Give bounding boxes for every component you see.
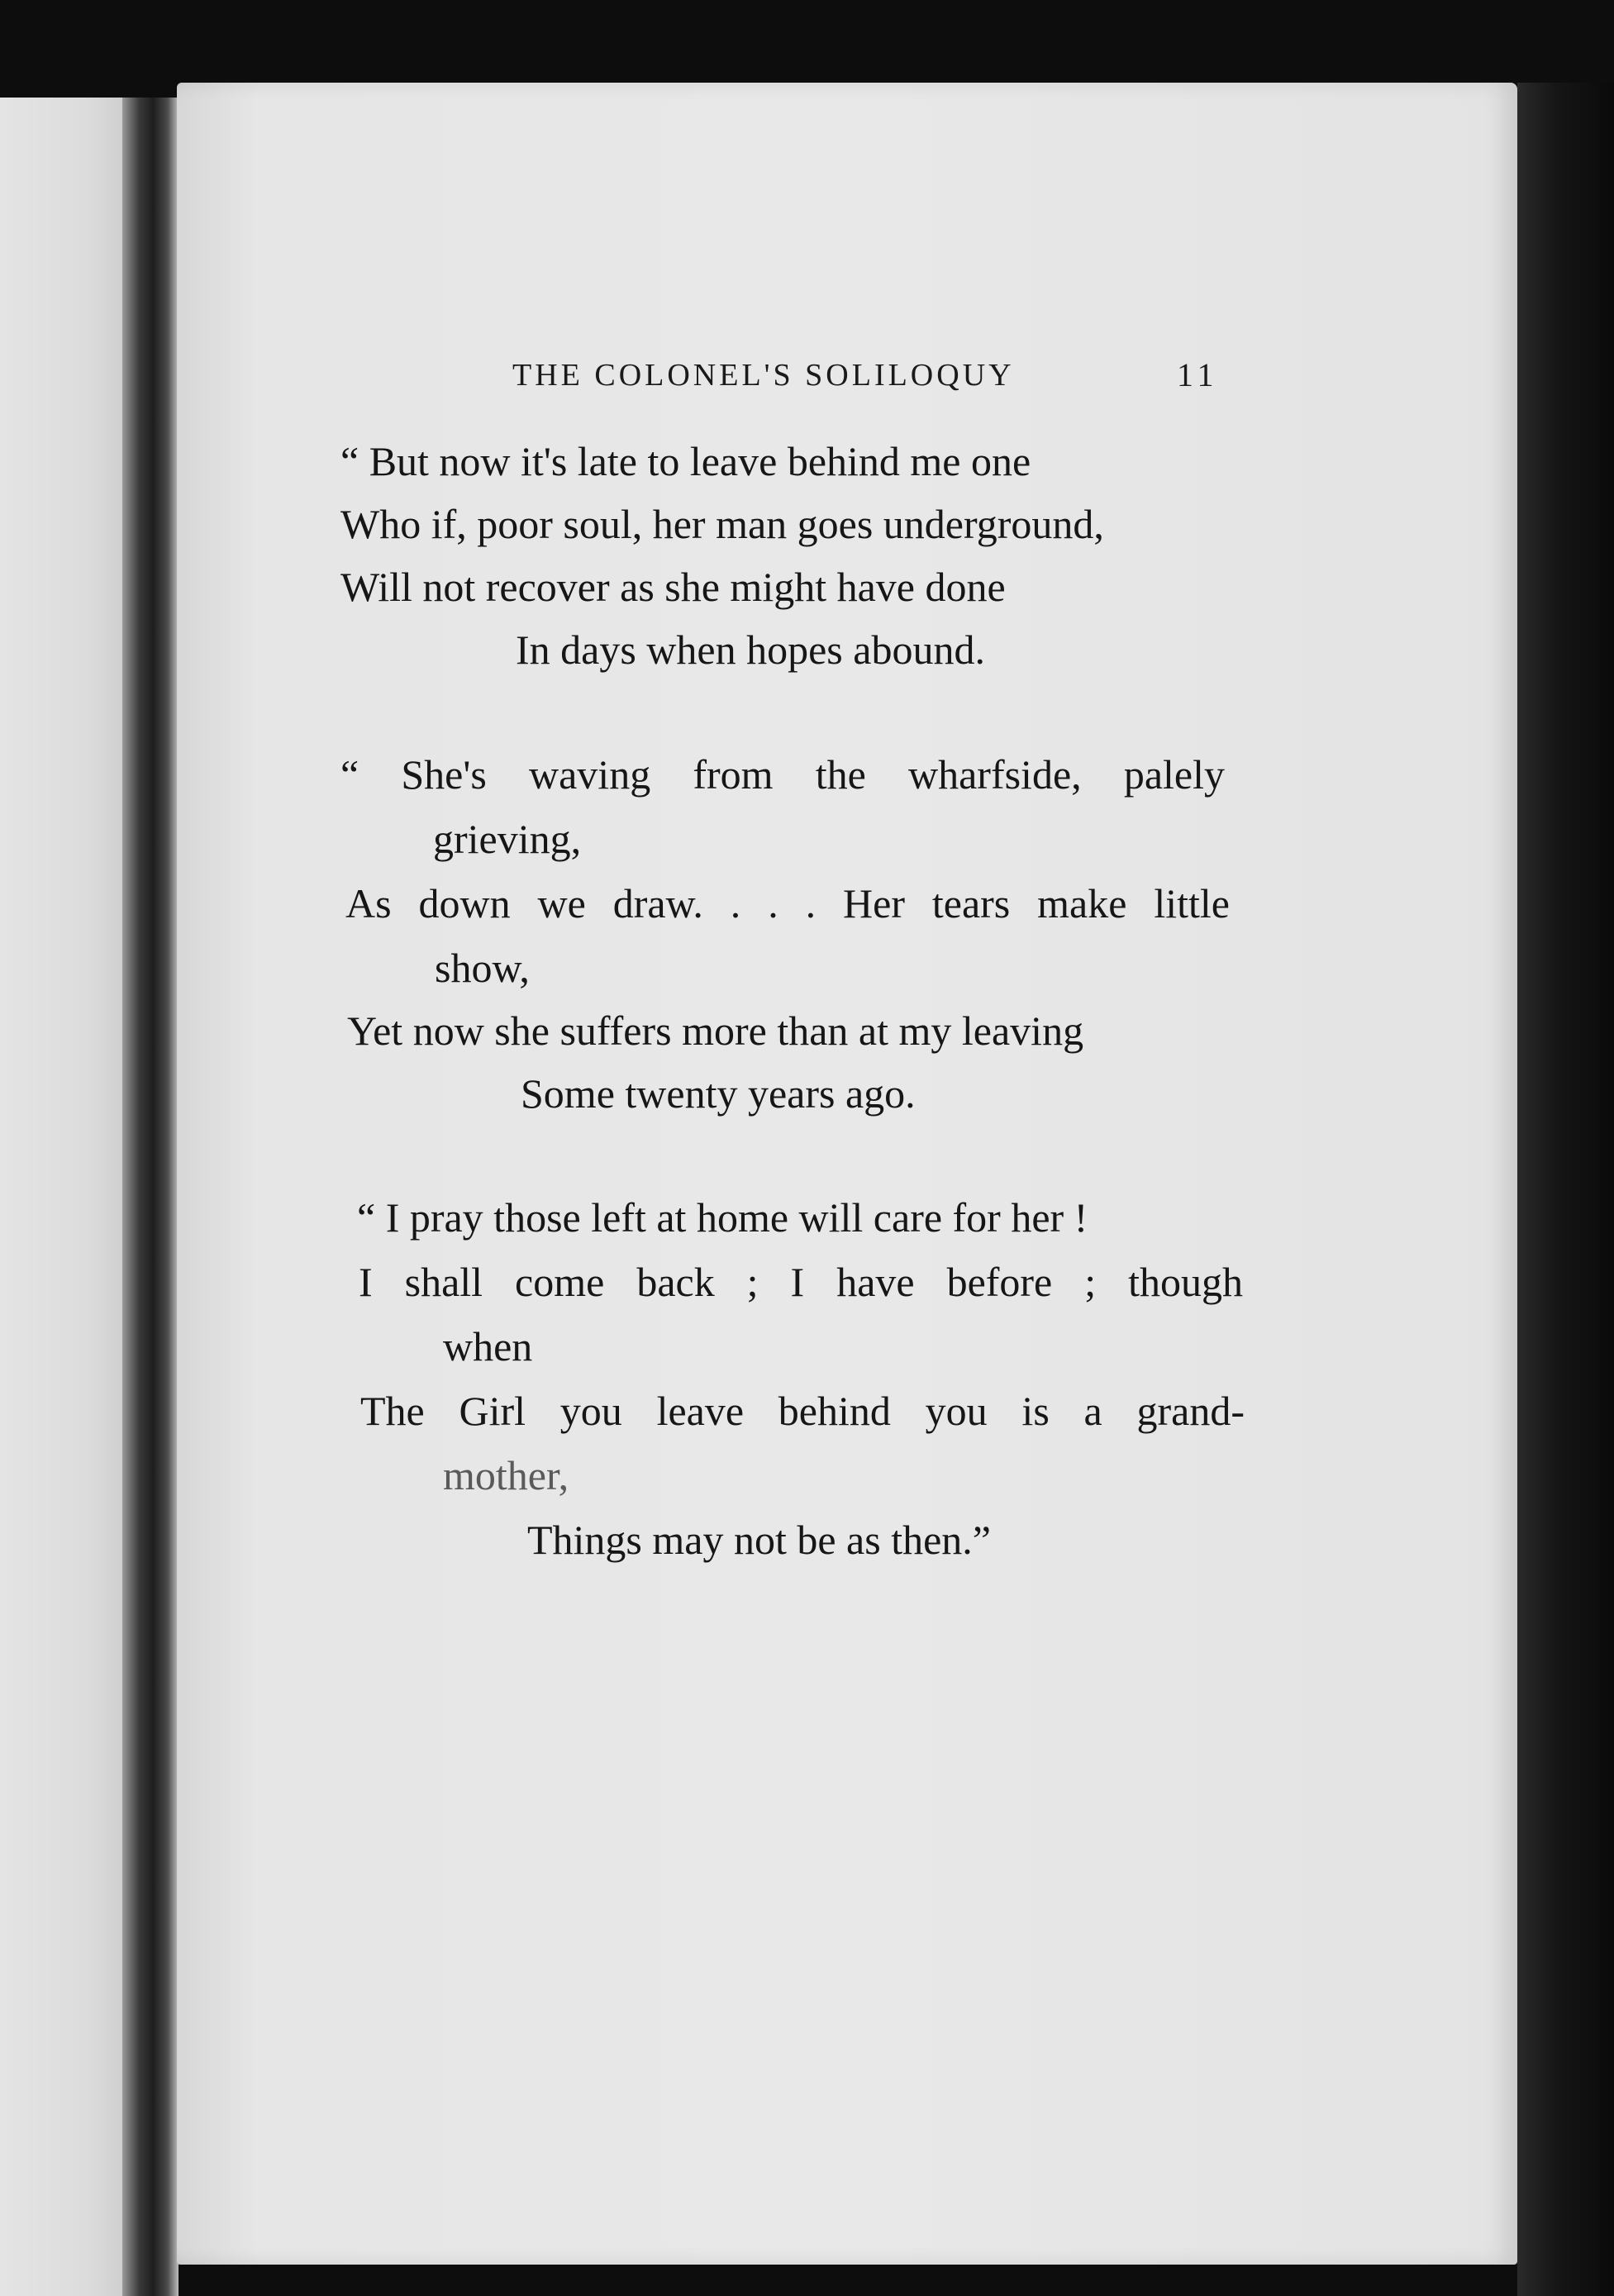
verse-line: In days when hopes abound. [516, 626, 985, 673]
verse-line: “ I pray those left at home will care for her ! [357, 1194, 1088, 1241]
book-gutter [122, 98, 179, 2296]
verse-line: Who if, poor soul, her man goes underground, [340, 501, 1104, 547]
book-cover-edge [1517, 83, 1614, 2296]
verse-line: when [443, 1323, 533, 1370]
verse-line: As down we draw. . . . Her tears make little [345, 880, 1230, 926]
verse-line: Will not recover as she might have done [340, 564, 1006, 610]
verse-line: The Girl you leave behind you is a grand- [360, 1388, 1245, 1434]
verse-line: “ She's waving from the wharfside, palely [340, 751, 1225, 798]
verse-line: Things may not be as then.” [527, 1517, 991, 1563]
verse-line: grieving, [433, 816, 582, 862]
verse-line: I shall come back ; I have before ; though [359, 1259, 1243, 1305]
verse-line: Some twenty years ago. [521, 1070, 916, 1117]
verse-line: Yet now she suffers more than at my leaving [347, 1007, 1084, 1054]
book-page [177, 83, 1517, 2265]
verse-line: show, [435, 945, 530, 991]
verse-line: mother, [443, 1452, 569, 1498]
verse-line: “ But now it's late to leave behind me one [340, 438, 1031, 484]
page-number: 11 [1177, 356, 1219, 393]
facing-page-edge [0, 98, 124, 2296]
running-title: THE COLONEL'S SOLILOQUY [512, 358, 1015, 393]
